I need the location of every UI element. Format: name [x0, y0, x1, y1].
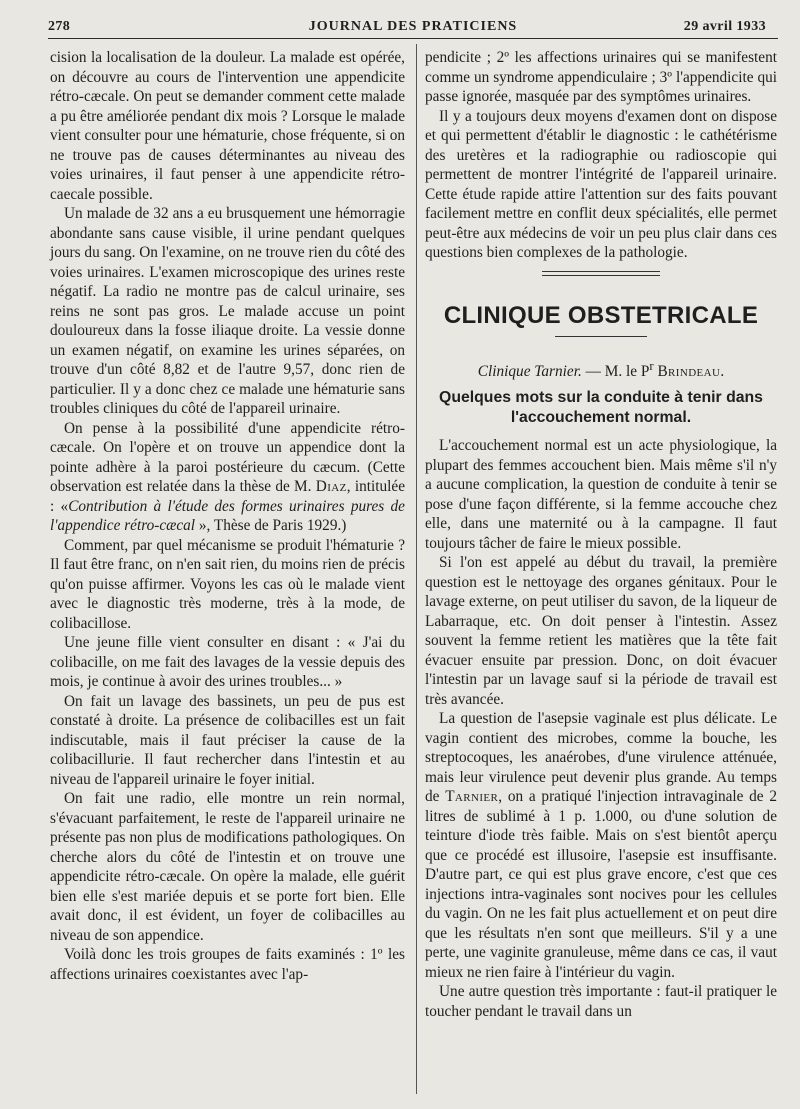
paragraph: Si l'on est appelé au début du travail, la première question est le nettoyage des organes génitaux. Pour le lavage externe, on peut utiliser du savon, de la liqueur de Labarraque, etc. On doit penser à l'intestin. Assez souvent la femme retient les matières que la tête fait évacuer ensuite par pression. Donc, on doit évacuer l'intestin par un lavage sauf si la période de travail est très avancée.	[425, 554, 777, 708]
paragraph: L'accouchement normal est un acte physiologique, la plupart des femmes accouchent bien. Mais même s'il n'y a aucune complication, la question de conduite à tenir se pose d'une façon différente, si la femme accouche chez elle, dans une maternité ou à la campagne. Il faut toujours tâcher de faire le mieux possible.	[425, 437, 777, 552]
article-title: Quelques mots sur la conduite à tenir dans l'accouchement normal.	[439, 389, 763, 427]
thesis-title: Contribution à l'étude des formes urinaires pures de l'appendice rétro-cæcal	[50, 497, 405, 534]
paragraph: Une jeune fille vient consulter en disant : « J'ai du colibacille, on me fait des lavages de la vessie depuis des mois, je continue à avoir des urines troubles... »	[50, 634, 405, 690]
paragraph: Il y a toujours deux moyens d'examen dont on dispose et qui permettent d'établir le diagnostic : le cathétérisme des uretères et la radiographie ou radioscopie qui permettent de montrer l'intégrité de l'appareil urinaire. Cette étude rapide attire l'attention sur des faits pouvant facilement mettre en conflit deux spécialités, elle permet peut-être aux médecins de voir un peu plus clair dans ces questions bien complexes de la pathologie.	[425, 107, 777, 261]
title-underline	[555, 336, 647, 337]
section-title: CLINIQUE OBSTETRICALE	[443, 301, 759, 329]
journal-title: JOURNAL DES PRATICIENS	[308, 19, 518, 34]
page-number: 278	[48, 19, 71, 34]
paragraph: Un malade de 32 ans a eu brusquement une hémorragie abondante sans cause visible, il urine pendant quelques jours du sang. On l'examine, on ne trouve rien du côté des voies urinaires. L'examen microscopique des urines reste négatif. La radio ne montre pas de calcul urinaire, ses reins ne sont pas gros. Le malade accuse un point douloureux dans la fosse iliaque droite. La vessie donne un examen négatif, on examine les urines séparées, on trouve d'un côté 8,82 et de l'autre 9,57, donc rien de particulier. Il y a donc chez ce malade une hématurie sans troubles cliniques du côté de l'appareil urinaire.	[50, 205, 405, 417]
paragraph: cision la localisation de la douleur. La malade est opérée, on découvre au cours de l'intervention une appendicite rétro-cæcale. On peut se demander comment cette malade a pu être améliorée pendant dix mois ? Lorsque le malade vient consulter pour une hématurie, chose fréquente, si on ne trouve pas de causes déterminantes au niveau des voies urinaires, il faut penser à une appendicite rétro-caecale possible.	[50, 49, 405, 203]
section-separator	[542, 271, 660, 276]
paragraph: La question de l'asepsie vaginale est plus délicate. Le vagin contient des microbes, comme la bouche, les streptocoques, les anaérobes, d'une virulence atténuée, mais leur virulence peut devenir plus grande. Au temps de Tarnier, on a pratiqué l'injection intravaginale de 2 litres de sublimé à 1 p. 1.000, ou d'une solution de teinture d'iode très faible. Mais on s'est bientôt aperçu que ce procédé est illusoire, l'asepsie est insuffisante. D'autre part, ce qui est plus grave encore, c'est que ces injections intra-vaginales sont nocives pour les cellules du vagin. On ne les fait plus actuellement et on peut dire que les résultats n'en sont que meilleurs. S'il y a une perte, une vaginite granuleuse, même dans ce cas, il vaut mieux ne rien faire à l'intérieur du vagin.	[425, 710, 777, 981]
left-column	[50, 48, 405, 984]
author-name: Brindeau	[657, 362, 721, 380]
paragraph: Voilà donc les trois groupes de faits examinés : 1º les affections urinaires coexistantes avec l'ap-	[50, 946, 405, 983]
column-divider	[416, 44, 417, 1094]
paragraph: Une autre question très importante : faut-il pratiquer le toucher pendant le travail dans un	[425, 983, 777, 1020]
paragraph: On fait une radio, elle montre un rein normal, s'évacuant parfaitement, le reste de l'appareil urinaire ne présente pas non plus de modifications pathologiques. On cherche alors du côté de l'intestin et on trouve une appendicite rétro-cæcale. On opère la malade, elle guérit bien elle s'est mariée depuis et se porte fort bien. Elle avait donc, il est évident, un foyer de colibacilles au niveau de son appendice.	[50, 790, 405, 944]
issue-date: 29 avril 1933	[683, 19, 766, 34]
paragraph: On fait un lavage des bassinets, un peu de pus est constaté à droite. La présence de colibacilles est un fait indiscutable, mais il faut préciser la cause de la colibacillurie. Il faut rechercher dans l'intestin et au niveau de l'appareil urinaire le foyer initial.	[50, 692, 405, 788]
right-column	[425, 48, 777, 1021]
header-rule	[48, 38, 778, 39]
paragraph: On pense à la possibilité d'une appendicite rétro-cæcale. On l'opère et on trouve un appendice dont la pointe adhère à la paroi postérieure du cæcum. (Cette observation est relatée dans la thèse de M. Diaz, intitulée : «Contribution à l'étude des formes urinaires pures de l'appendice rétro-cæcal », Thèse de Paris 1929.)	[50, 419, 405, 534]
author-name: Tarnier	[445, 788, 499, 806]
paragraph: Comment, par quel mécanisme se produit l'hématurie ? Il faut être franc, on n'en sait rien, du moins rien de précis qu'on puisse affirmer. Voyons les cas où le malade vient avec le diagnostic très moderne, très à la mode, de colibacillose.	[50, 536, 405, 632]
byline: Clinique Tarnier. — M. le $P^r$ Brindeau.	[477, 358, 725, 380]
paragraph: pendicite ; 2º les affections urinaires qui se manifestent comme un syndrome appendiculaire ; 3º l'appendicite qui passe ignorée, masquée par des symptômes urinaires.	[425, 49, 777, 105]
author-name: Diaz	[315, 478, 347, 495]
